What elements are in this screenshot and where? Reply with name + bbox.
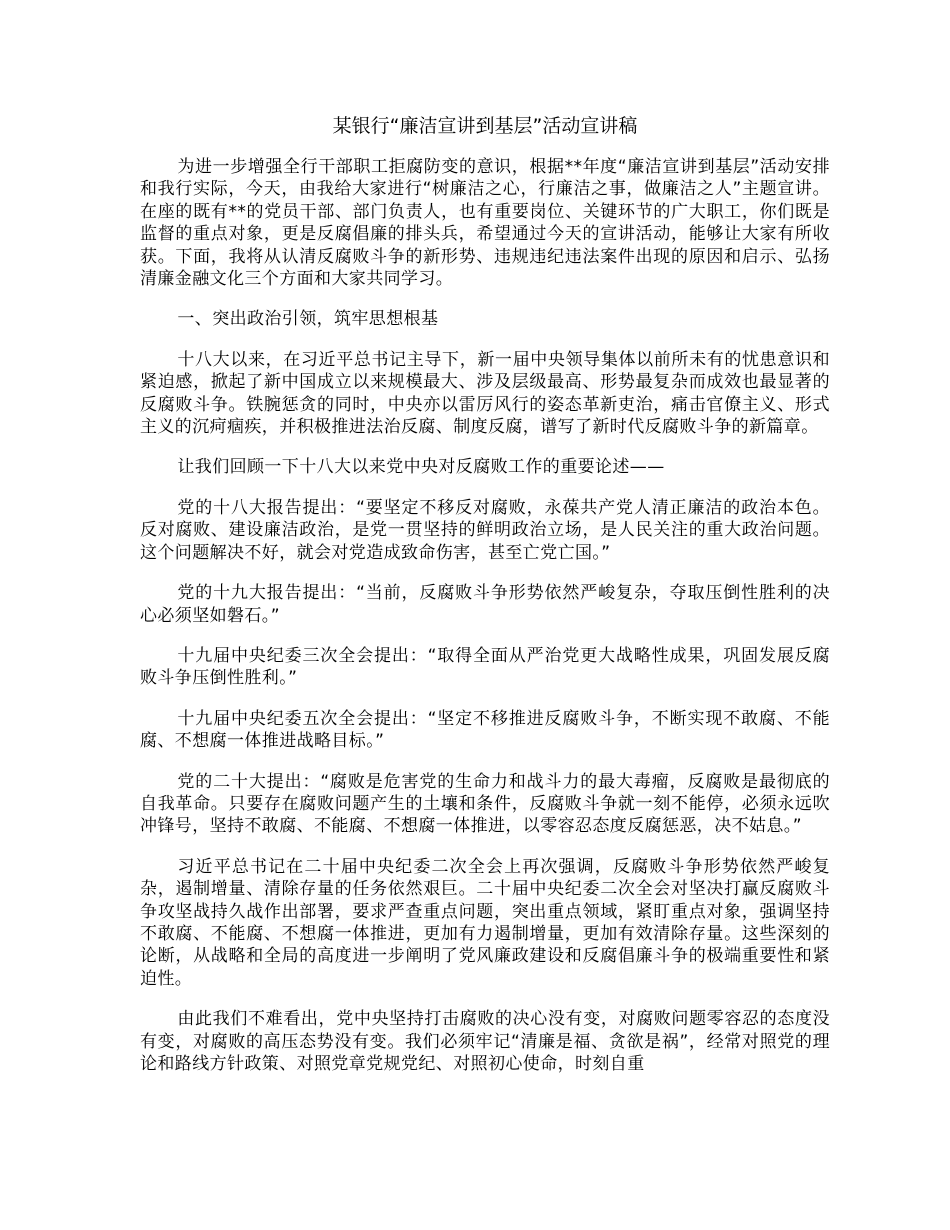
paragraph: 习近平总书记在二十届中央纪委二次全会上再次强调，反腐败斗争形势依然严峻复杂，遏制增量、清除存量的任务依然艰巨。二十届中央纪委二次全会对坚决打赢反腐败斗争攻坚战持久战作出部署，要求严查重点问题，突出重点领域，紧盯重点对象，强调坚持不敢腐、不能腐、不想腐一体推进，更加有力遏制增量，更加有效清除存量。这些深刻的论断，从战略和全局的高度进一步阐明了党风廉政建设和反腐倡廉斗争的极端重要性和紧迫性。 [140, 856, 830, 989]
quote-paragraph: 党的十八大报告提出：“要坚定不移反对腐败，永葆共产党人清正廉洁的政治本色。反对腐败、建设廉洁政治，是党一贯坚持的鲜明政治立场，是人民关注的重大政治问题。这个问题解决不好，就会对党造成致命伤害，甚至亡党亡国。” [140, 497, 830, 563]
paragraph: 让我们回顾一下十八大以来党中央对反腐败工作的重要论述—— [177, 457, 665, 478]
quote-paragraph: 十九届中央纪委五次全会提出：“坚定不移推进反腐败斗争，不断实现不敢腐、不能腐、不想腐一体推进战略目标。” [140, 708, 830, 752]
document-page [140, 112, 830, 1093]
quote-paragraph: 十九届中央纪委三次全会提出：“取得全面从严治党更大战略性成果，巩固发展反腐败斗争压倒性胜利。” [140, 645, 830, 689]
document-title: 某银行“廉洁宣讲到基层”活动宣讲稿 [332, 115, 638, 137]
paragraph: 十八大以来，在习近平总书记主导下，新一届中央领导集体以前所未有的忧患意识和紧迫感，掀起了新中国成立以来规模最大、涉及层级最高、形势最复杂而成效也最显著的反腐败斗争。铁腕惩贪的同时，中央亦以雷厉风行的姿态革新吏治，痛击官僚主义、形式主义的沉疴痼疾，并积极推进法治反腐、制度反腐，谱写了新时代反腐败斗争的新篇章。 [140, 349, 830, 438]
quote-paragraph: 党的二十大提出：“腐败是危害党的生命力和战斗力的最大毒瘤，反腐败是最彻底的自我革命。只要存在腐败问题产生的土壤和条件，反腐败斗争就一刻不能停，必须永远吹冲锋号，坚持不敢腐、不能腐、不想腐一体推进，以零容忍态度反腐惩恶，决不姑息。” [140, 771, 830, 837]
section-heading-1: 一、突出政治引领，筑牢思想根基 [177, 309, 439, 330]
quote-paragraph: 党的十九大报告提出：“当前，反腐败斗争形势依然严峻复杂，夺取压倒性胜利的决心必须坚如磐石。” [140, 583, 830, 626]
paragraph: 由此我们不难看出，党中央坚持打击腐败的决心没有变，对腐败问题零容忍的态度没有变，对腐败的高压态势没有变。我们必须牢记“清廉是福、贪欲是祸”，经常对照党的理论和路线方针政策、对照党章党规党纪、对照初心使命，时刻自重 [140, 1009, 830, 1074]
intro-paragraph: 为进一步增强全行干部职工拒腐防变的意识，根据**年度“廉洁宣讲到基层”活动安排和我行实际，今天，由我给大家进行“树廉洁之心，行廉洁之事，做廉洁之人”主题宣讲。在座的既有**的党员干部、部门负责人，也有重要岗位、关键环节的广大职工，你们既是监督的重点对象，更是反腐倡廉的排头兵，希望通过今天的宣讲活动，能够让大家有所收获。下面，我将从认清反腐败斗争的新形势、违规违纪违法案件出现的原因和启示、弘扬清廉金融文化三个方面和大家共同学习。 [140, 157, 830, 290]
